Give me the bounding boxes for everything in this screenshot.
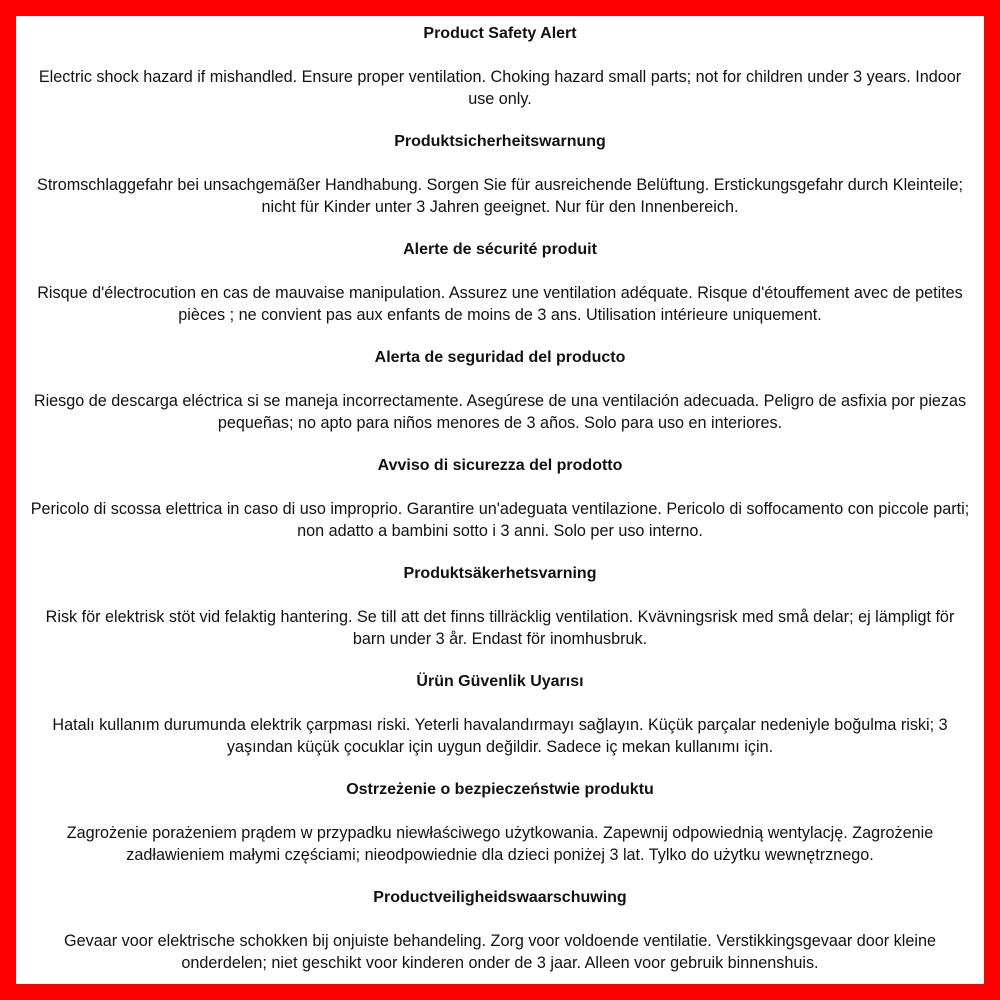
section-body: Risk för elektrisk stöt vid felaktig hantering. Se till att det finns tillräcklig ventilation. Kvävningsrisk med små delar; ej lämpligt för barn under 3 år. Endast för inomhusbruk. [45,608,955,648]
section-title: Productveiligheidswaarschuwing [373,889,627,906]
section-body: Zagrożenie porażeniem prądem w przypadku niewłaściwego użytkowania. Zapewnij odpowiednią wentylację. Zagrożenie zadławieniem małymi częściami; nieodpowiednie dla dzieci poniżej 3 lat. Tylko do użytku wewnętrznego. [66,824,934,864]
section-italian [16,456,984,542]
section-body: Stromschlaggefahr bei unsachgemäßer Handhabung. Sorgen Sie für ausreichende Belüftung. Erstickungsgefahr durch Kleinteile; nicht für Kinder unter 3 Jahren geeignet. Nur für den Innenbereich. [37,176,963,216]
section-body: Electric shock hazard if mishandled. Ensure proper ventilation. Choking hazard small parts; not for children under 3 years. Indoor use only. [38,68,962,108]
section-body: Pericolo di scossa elettrica in caso di uso improprio. Garantire un'adeguata ventilazione. Pericolo di soffocamento con piccole parti; non adatto a bambini sotto i 3 anni. Solo per uso interno. [30,500,970,540]
section-title: Product Safety Alert [423,25,577,42]
section-dutch [16,888,984,974]
section-title: Ostrzeżenie o bezpieczeństwie produktu [346,781,654,798]
section-title: Ürün Güvenlik Uyarısı [416,673,584,690]
section-title: Avviso di sicurezza del prodotto [377,457,623,474]
section-title: Alerte de sécurité produit [403,241,597,258]
section-title: Produktsicherheitswarnung [394,133,606,150]
section-swedish [16,564,984,650]
section-turkish [16,672,984,758]
section-spanish [16,348,984,434]
safety-label-content [16,16,984,984]
section-english [16,24,984,110]
section-title: Alerta de seguridad del producto [374,349,626,366]
section-body: Gevaar voor elektrische schokken bij onjuiste behandeling. Zorg voor voldoende ventilatie. Verstikkingsgevaar door kleine onderdelen; niet geschikt voor kinderen onder de 3 jaar. Alleen voor gebruik binnenshuis. [64,932,936,972]
section-body: Risque d'électrocution en cas de mauvaise manipulation. Assurez une ventilation adéquate. Risque d'étouffement avec de petites pièces ; ne convient pas aux enfants de moins de 3 ans. Utilisation intérieure uniquement. [37,284,963,324]
section-body: Hatalı kullanım durumunda elektrik çarpması riski. Yeterli havalandırmayı sağlayın. Küçük parçalar nedeniyle boğulma riski; 3 yaşından küçük çocuklar için uygun değildir. Sadece iç mekan kullanımı için. [52,716,948,756]
section-polish [16,780,984,866]
section-body: Riesgo de descarga eléctrica si se maneja incorrectamente. Asegúrese de una ventilación adecuada. Peligro de asfixia por piezas pequeñas; no apto para niños menores de 3 años. Solo para uso en interiores. [33,392,967,432]
section-german [16,132,984,218]
section-french [16,240,984,326]
section-title: Produktsäkerhetsvarning [403,565,597,582]
